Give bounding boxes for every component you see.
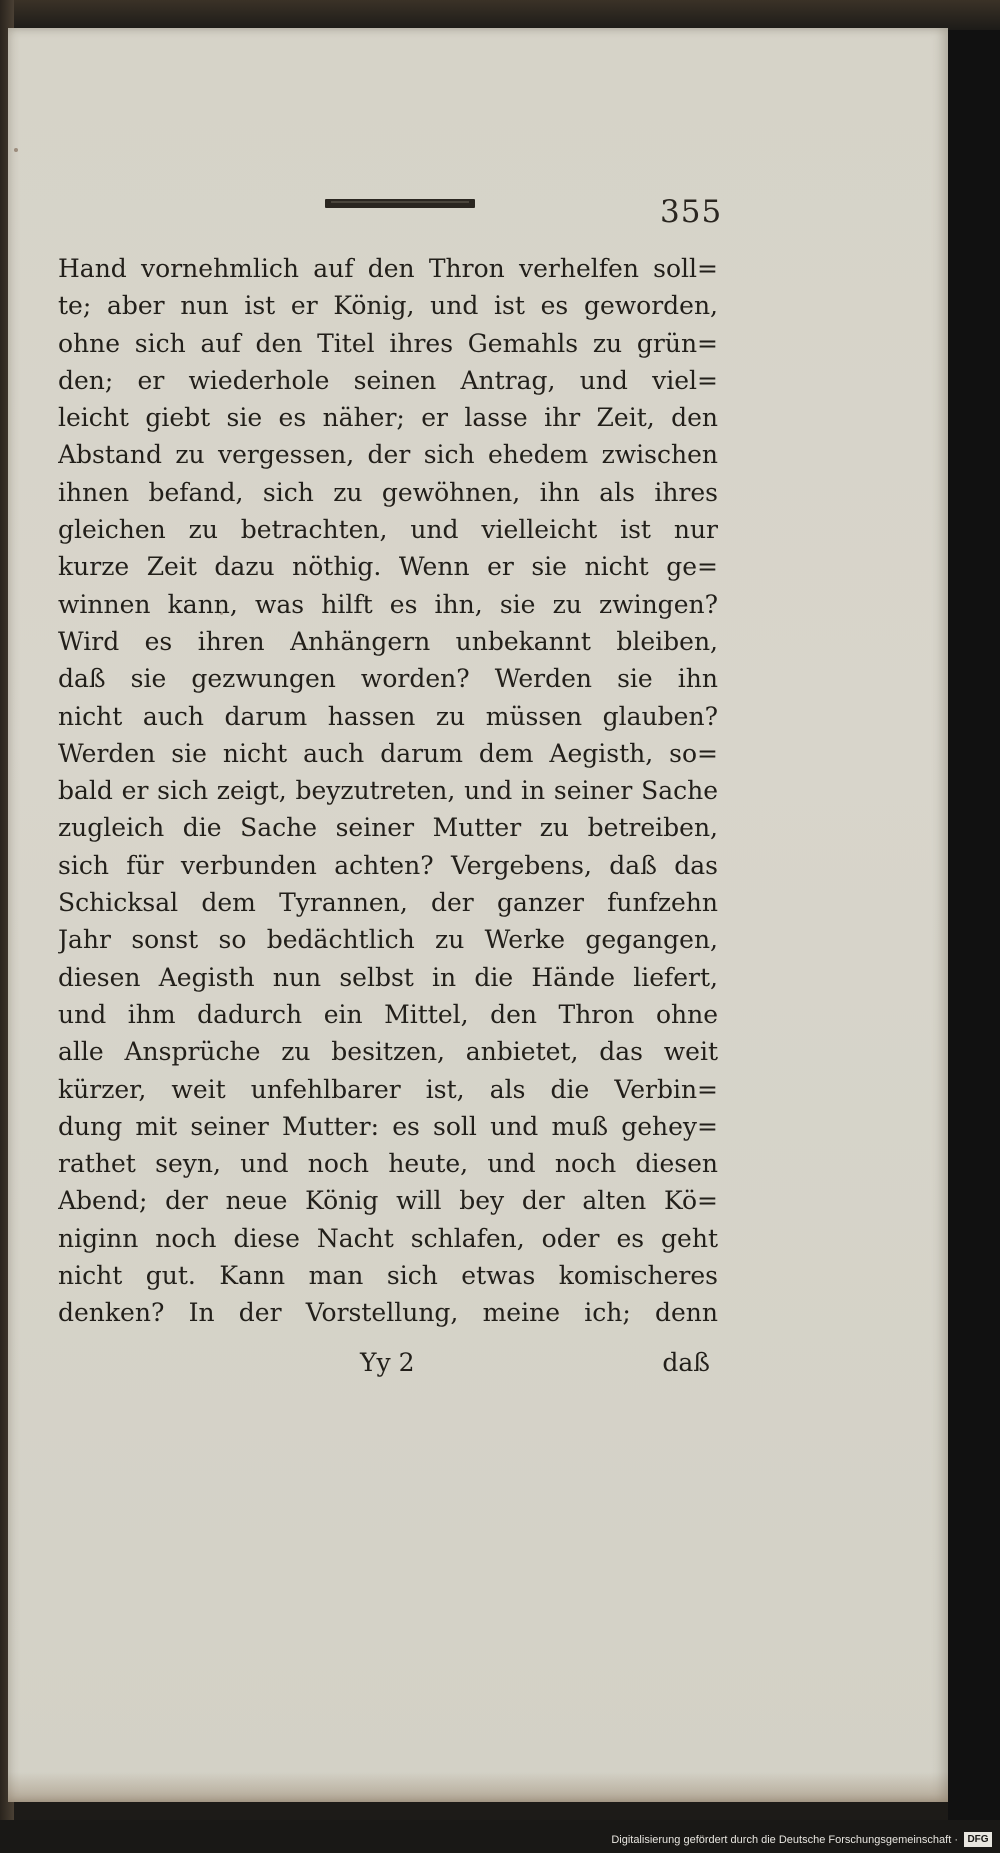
page-bottom-shadow <box>8 1772 948 1802</box>
paper-speck <box>14 148 18 152</box>
text-line: und ihm dadurch ein Mittel, den Thron ohne <box>58 999 718 1029</box>
text-line: den; er wiederhole seinen Antrag, und viel= <box>58 365 718 395</box>
text-line: te; aber nun ist er König, und ist es geworden, <box>58 291 718 321</box>
text-line: leicht giebt sie es näher; er lasse ihr Zeit, den <box>58 403 718 433</box>
text-line: kürzer, weit unfehlbarer ist, als die Verbin= <box>58 1074 718 1104</box>
text-line: Wird es ihren Anhängern unbekannt bleiben, <box>58 626 718 656</box>
text-line: rathet seyn, und noch heute, und noch diesen <box>58 1149 718 1179</box>
text-line: alle Ansprüche zu besitzen, anbietet, das weit <box>58 1037 718 1067</box>
book-top-edge <box>0 0 1000 30</box>
signature-mark: Yy 2 <box>360 1348 415 1377</box>
text-line: gleichen zu betrachten, und vielleicht ist nur <box>58 515 718 545</box>
text-line: bald er sich zeigt, beyzutreten, und in seiner Sache <box>58 776 718 806</box>
text-line: Werden sie nicht auch darum dem Aegisth, so= <box>58 738 718 768</box>
dfg-logo-icon: DFG <box>964 1832 992 1847</box>
text-line: Abstand zu vergessen, der sich ehedem zwischen <box>58 440 718 470</box>
text-line: dung mit seiner Mutter: es soll und muß gehey= <box>58 1111 718 1141</box>
text-line: niginn noch diese Nacht schlafen, oder es geht <box>58 1223 718 1253</box>
text-line: daß sie gezwungen worden? Werden sie ihn <box>58 664 718 694</box>
text-line: nicht auch darum hassen zu müssen glauben? <box>58 701 718 731</box>
text-line: nicht gut. Kann man sich etwas komischeres <box>58 1261 718 1291</box>
page-number: 355 <box>660 194 723 230</box>
catchword: daß <box>662 1348 710 1377</box>
text-line: kurze Zeit dazu nöthig. Wenn er sie nicht ge= <box>58 552 718 582</box>
text-line: Jahr sonst so bedächtlich zu Werke gegangen, <box>58 925 718 955</box>
text-line: ihnen befand, sich zu gewöhnen, ihn als ihres <box>58 477 718 507</box>
text-line: zugleich die Sache seiner Mutter zu betreiben, <box>58 813 718 843</box>
page-footer-line <box>360 1348 720 1384</box>
text-line: Schicksal dem Tyrannen, der ganzer funfzehn <box>58 888 718 918</box>
text-line: diesen Aegisth nun selbst in die Hände liefert, <box>58 962 718 992</box>
text-line: Abend; der neue König will bey der alten Kö= <box>58 1186 718 1216</box>
text-line: sich für verbunden achten? Vergebens, daß das <box>58 850 718 880</box>
text-line: winnen kann, was hilft es ihn, sie zu zwingen? <box>58 589 718 619</box>
body-text <box>58 250 718 1332</box>
text-line: Hand vornehmlich auf den Thron verhelfen soll= <box>58 254 718 283</box>
text-line: ohne sich auf den Titel ihres Gemahls zu grün= <box>58 328 718 358</box>
header-rule <box>325 199 475 208</box>
scan-right-margin <box>948 30 1000 1820</box>
funding-credit: Digitalisierung gefördert durch die Deutsche Forschungsgemeinschaft · <box>611 1834 958 1846</box>
text-line: denken? In der Vorstellung, meine ich; denn <box>58 1298 718 1328</box>
